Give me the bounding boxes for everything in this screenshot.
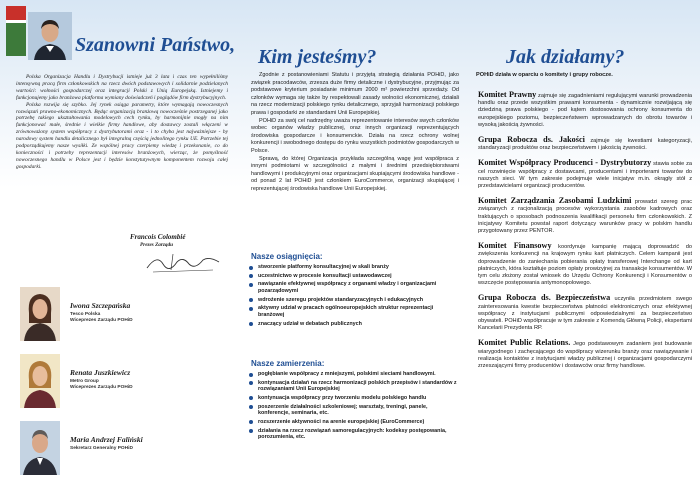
committee-heading: Komitet Prawny: [478, 90, 537, 99]
list-item-text: aktywny udział w pracach ogólnoeuropejskich struktur reprezentacji branżowej: [258, 305, 434, 318]
panel-welcome: [0, 0, 236, 495]
panel-who-we-are: [236, 0, 466, 495]
committee-heading: Grupa Robocza ds. Jakości: [478, 135, 585, 145]
list-item-text: pogłębianie współpracy z mniejszymi, polskimi sieciami handlowymi.: [258, 371, 436, 377]
list-item: [248, 273, 460, 280]
intro-paragraph: Polska Organizacja Handlu i Dystrybucji istnieje już 3 lata i czas ten wypełniliśmy intensywną pracą firm członkowskich na rzecz dwóch podstawowych i solidarnie podzielanych wartości: wolności gospodarczej oraz integracji Polski z Unią Europejską. Istniejemy i funkcjonujemy jako branżowa platforma wymiany doświadczeń i poglądów firm dystrybucyjnych.: [16, 74, 228, 101]
committee-list: [478, 91, 692, 377]
panel-title: Kim jesteśmy?: [258, 46, 377, 68]
list-item: [248, 264, 460, 271]
person-name: Iwona Szczepańska: [70, 301, 131, 310]
intro-paragraph: Polska rozwija się szybko. Jej rynek osiąga parametry, które wymagają nowoczesnych rozwiązań prawno-ekonomicznych. Będąc organizacją branżową nowocześnie postrzeganej jako potrzebę takiego ukształtowania modelowych cech rynku, by harmonijnie mogły na nim funkcjonować małe, średnie i wielkie firmy handlowe, aby dostawcy zostali włączeni w zrównoważony system współpracy z dystrybutorami oraz - i to chyba jest najważniejsze - by narodowy system handlu detalicznego był integralną częścią jednolitego rynku UE. Potrzebie tej podporządkujemy nasze wysiłki. Ze wspólnej pracy czerpiemy wiedzę i przekonanie, co do konieczności i potrzeby reprezentacji interesów branżowych, wierząc, że pomyślność nowoczesnego handlu w Polsce jest i będzie konstytutywnym komponentem rozwoju całej gospodarki.: [16, 101, 228, 170]
bullet-icon: [249, 298, 253, 302]
panel-how-we-work: [466, 0, 700, 495]
list-item: [248, 428, 460, 442]
committee-text: uczyniła przedmiotem swego zainteresowania kwestie bezpieczeństwa płatności elektronicznych oraz efektywnej współpracy z instytucjami publicznymi odpowiedzialnymi za bezpieczeństwo obywateli. POHiD współpracuje w tym zakresie z Komendą Główną Policji, ekspertami Kancelarii Prezydenta RP.: [478, 296, 692, 332]
person-photo: [20, 354, 60, 408]
bullet-icon: [249, 405, 253, 409]
signer-role: Prezes Zarządu: [140, 242, 173, 248]
list-item: [248, 321, 460, 328]
list-item: [248, 281, 460, 295]
about-text: [251, 72, 459, 194]
committee-entry: [478, 136, 692, 152]
about-paragraph: Sprawą, do której Organizacja przykłada szczególną wagę jest współpraca z innymi podmiotami w szczególności z małymi i średnimi przedsiębiorstwami handlowymi i produkcyjnymi oraz organizacjami skupiającymi środowiska handlowe - od ponad 2 lat POHiD jest członkiem EuroCommerce, organizacji skupiającej i reprezentującej środowiska handlowe Unii Europejskiej.: [251, 155, 459, 192]
about-paragraph: Zgodnie z postanowieniami Statutu i przyjętą strategią działania POHiD, jako związek pracodawców, zrzesza duże firmy detaliczne i dystrybucyjne, przyjmując za podstawowe kryterium posiadanie minimum 2000 m² powierzchni sprzedaży. Od członków wymaga się także by respektowali zasady wolności ekonomicznej, działali na rzecz modernizacji polskiego rynku detalicznego, sprzyjali harmonizacji polskiego prawa i gospodarki ze standardami Unii Europejskiej.: [251, 72, 459, 116]
intro-letter: [16, 74, 228, 171]
list-item: [248, 380, 460, 394]
list-item: [248, 404, 460, 418]
list-item-text: wdrożenie szeregu projektów standaryzacyjnych i edukacyjnych: [258, 296, 424, 303]
bullet-icon: [249, 307, 253, 311]
list-item: [248, 371, 460, 378]
committee-heading: Komitet Współpracy Producenci - Dystrybutorzy: [478, 158, 652, 168]
list-item: [248, 297, 460, 304]
person-company: Metro Group: [70, 379, 99, 384]
committee-entry: [478, 197, 692, 235]
person-photo: [20, 421, 60, 475]
bullet-icon: [249, 420, 253, 424]
person-company: Sekretarz Generalny POHiD: [70, 446, 133, 451]
committee-entry: [478, 91, 692, 129]
person-role: Wiceprezes Zarządu POHiD: [70, 318, 133, 323]
list-item: [248, 305, 460, 319]
person-company: Tesco Polska: [70, 312, 101, 317]
panel-title: Jak działamy?: [506, 46, 625, 68]
committee-heading: Grupa Robocza ds. Bezpieczeństwa: [478, 293, 611, 303]
bullet-icon: [249, 381, 253, 385]
list-item: [248, 395, 460, 402]
bullet-icon: [249, 274, 253, 278]
committee-text: koordynuje kampanię mającą doprowadzić do zwiększenia konkurencji na krajowym rynku kart płatniczych. Celem kampanii jest doprowadzenie do zaniechania pobierania opłaty transferowej Interchange od kart płatniczych, która kształtuje poziom opłaty prowizyjnej za transakcje konsumentów. W tym celu złożony został wniosek do Urzędu Ochrony Konkurencji i Konsumentów o wszczęcie postępowania antymonopolowego.: [478, 244, 692, 287]
president-portrait: [28, 12, 72, 60]
committee-heading: Komitet Public Relations.: [478, 338, 571, 348]
bullet-icon: [249, 396, 253, 400]
flag-icon: [6, 6, 26, 56]
signer-name: Francois Colombié: [130, 233, 186, 241]
list-item-text: poszerzenie działalności szkoleniowej; warsztaty, treningi, panele, konferencje, seminaria, etc.: [258, 403, 428, 417]
person-photo: [20, 287, 60, 341]
committee-entry: [478, 242, 692, 287]
committee-text: Jego podstawowym zadaniem jest budowanie wiarygodnego i zachęcającego do współpracy wizerunku branży oraz nawiązywanie i realizacja kontaktów z instytucjami władzy publicznej i organizacjami gospodarczymi zrzeszającymi firmy producentów i dostawców oraz firmy handlowe.: [478, 341, 692, 370]
committee-entry: [478, 339, 692, 370]
intentions-title: Nasze zamierzenia:: [251, 359, 325, 368]
bullet-icon: [249, 373, 253, 377]
signature: [143, 250, 223, 276]
intentions-list: [248, 371, 460, 443]
list-item-text: uczestnictwo w procesie konsultacji ustawodawczej: [258, 272, 392, 279]
person-name: Maria Andrzej Faliński: [70, 435, 143, 444]
committee-text: zajmuje się zagadnieniami regulującymi warunki prowadzenia handlu oraz przede wszystkim prawami konsumenta - dynamicznie rozwijającą się dziedziną prawa polskiego - pod kątem dostosowania ochrony konsumenta do europejskiego poziomu, bezpieczeństwem wprowadzanych do obrotu towarów i wysoką jakością żywności.: [478, 93, 693, 128]
committee-entry: [478, 159, 692, 190]
committee-text: stawia sobie za cel rozwinięcie współpracy z dostawcami, producentami i importerami towarów do naszych sieci. W tym zakresie podejmuje wiele inicjatyw m.in. okrągły stół z przedstawicielami organizacji producentów.: [478, 161, 692, 190]
achievements-list: [248, 264, 460, 329]
committee-text: prowadzi szereg prac związanych z racjonalizacją procesów wykorzystania zasobów kadrowych oraz traktujących o sposobach podnoszenia kwalifikacji personelu firm członkowskich. Z inicjatywy Komitetu powstał raport dotyczący warunków pracy w polskim handlu przygotowany przez PENTOR.: [478, 199, 692, 235]
bullet-icon: [249, 266, 253, 270]
person-card: [20, 421, 235, 481]
panel-title: Szanowni Państwo,: [75, 34, 236, 56]
person-role: Wiceprezes Zarządu POHiD: [70, 385, 133, 390]
achievements-title: Nasze osiągnięcia:: [251, 252, 323, 261]
bullet-icon: [249, 283, 253, 287]
bullet-icon: [249, 322, 253, 326]
list-item-text: kontynuacja współpracy przy tworzeniu modelu polskiego handlu: [258, 394, 427, 401]
list-item-text: rozszerzenie aktywności na arenie europejskiej (EuroCommerce): [258, 418, 425, 425]
bullet-icon: [249, 429, 253, 433]
about-paragraph: POHiD za swój cel nadrzędny uważa reprezentowanie interesów swych członków wobec organów władzy publicznej, oraz innych organizacji reprezentujących środowiska gospodarcze i konsumenckie. Działa na rzecz ochrony wolnej konkurencji i swobodnego dostępu do rynku wszystkich podmiotów gospodarczych w Polsce.: [251, 117, 459, 154]
list-item-text: znaczący udział w debatach publicznych: [258, 320, 362, 327]
list-item-text: stworzenie platformy konsultacyjnej w skali branży: [258, 264, 389, 270]
person-name: Renata Juszkiewicz: [70, 368, 131, 377]
person-card: [20, 354, 235, 414]
list-item-text: nawiązanie efektywnej współpracy z organami władzy i organizacjami pozarządowymi: [258, 281, 437, 294]
committee-entry: [478, 294, 692, 332]
committee-heading: Komitet Finansowy: [478, 241, 552, 251]
committee-text: zajmuje się kwestiami kategoryzacji, standaryzacji produktów oraz bezpieczeństwem i jakością żywności.: [478, 138, 692, 152]
person-card: [20, 287, 235, 347]
list-item: [248, 419, 460, 426]
list-item-text: kontynuacja działań na rzecz harmonizacji polskich przepisów i standardów z rozwiązaniami Unii Europejskiej: [258, 379, 457, 393]
list-item-text: działania na rzecz rozwiązań samoregulacyjnych: kodeksy postępowania, porozumienia, etc.: [258, 427, 447, 441]
committee-heading: Komitet Zarządzania Zasobami Ludzkimi: [478, 196, 632, 206]
lead-text: POHiD działa w oparciu o komitety i grupy robocze.: [476, 72, 613, 78]
